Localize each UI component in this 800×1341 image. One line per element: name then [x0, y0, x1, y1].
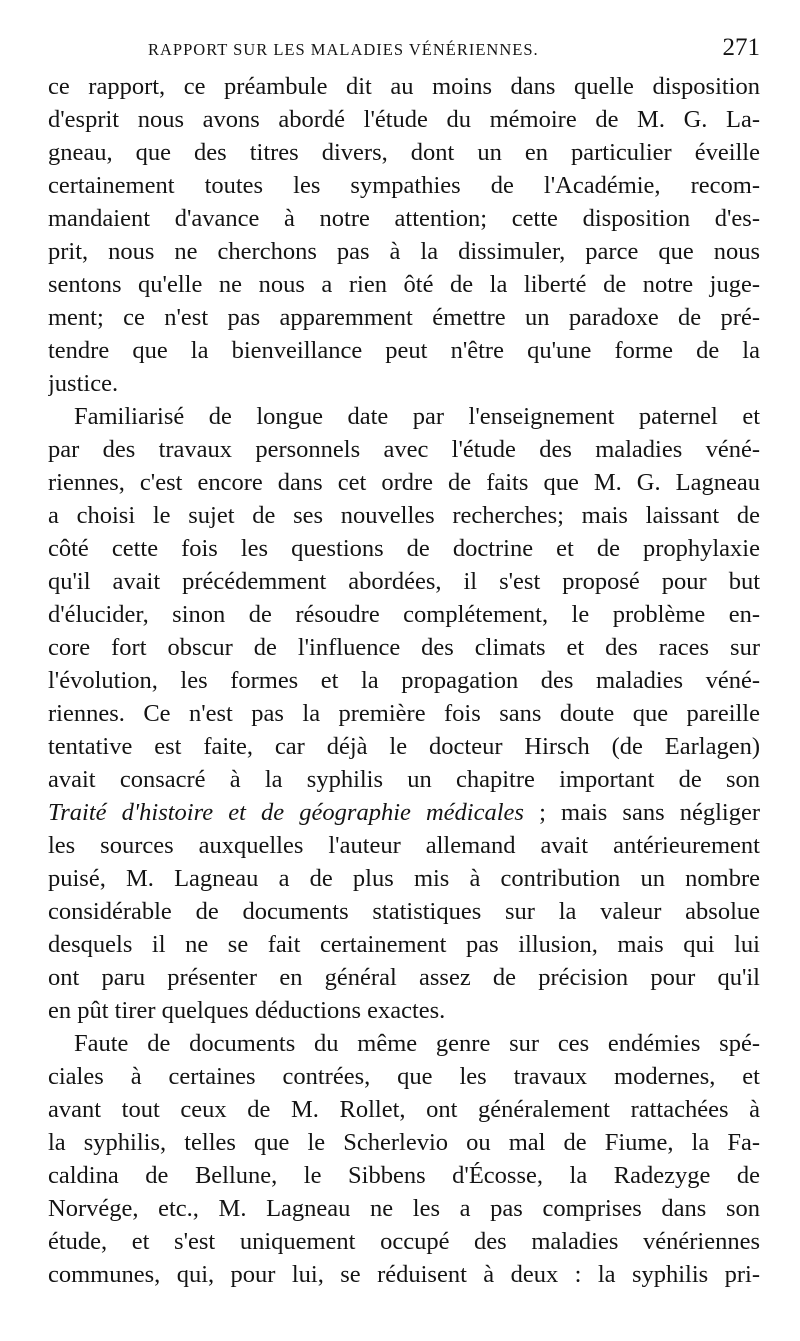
text-line: la syphilis, telles que le Scherlevio ou mal de Fiume, la Fa- — [48, 1129, 760, 1156]
text-line: prit, nous ne cherchons pas à la dissimuler, parce que nous — [48, 238, 760, 265]
text-line: avant tout ceux de M. Rollet, ont généralement rattachées à — [48, 1096, 760, 1123]
running-head: RAPPORT SUR LES MALADIES VÉNÉRIENNES. — [148, 40, 539, 59]
text-line: Faute de documents du même genre sur ces endémies spé- — [74, 1030, 760, 1057]
italic-title: Traité d'histoire et de géographie médicales — [48, 799, 524, 826]
text-line: a choisi le sujet de ses nouvelles recherches; mais laissant de — [48, 502, 760, 529]
text-line: certainement toutes les sympathies de l'Académie, recom- — [48, 172, 760, 199]
text-line: desquels il ne se fait certainement pas illusion, mais qui lui — [48, 931, 760, 958]
text-line: qu'il avait précédemment abordées, il s'est proposé pour but — [48, 568, 760, 595]
text-line: communes, qui, pour lui, se réduisent à deux : la syphilis pri- — [48, 1261, 760, 1288]
text-line-with-italic — [48, 796, 760, 829]
text-line: étude, et s'est uniquement occupé des maladies vénériennes — [48, 1228, 760, 1255]
text-line: caldina de Bellune, le Sibbens d'Écosse, la Radezyge de — [48, 1162, 760, 1189]
text-line: riennes, c'est encore dans cet ordre de faits que M. G. Lagneau — [48, 469, 760, 496]
italic-line-remainder: ; mais sans négliger — [523, 799, 760, 826]
text-line: d'élucider, sinon de résoudre complétement, le problème en- — [48, 601, 760, 628]
text-line: gneau, que des titres divers, dont un en particulier éveille — [48, 139, 760, 166]
text-line: ce rapport, ce préambule dit au moins dans quelle disposition — [48, 73, 760, 100]
text-line: ciales à certaines contrées, que les travaux modernes, et — [48, 1063, 760, 1090]
text-line: tentative est faite, car déjà le docteur Hirsch (de Earlagen) — [48, 733, 760, 760]
text-line: sentons qu'elle ne nous a rien ôté de la liberté de notre juge- — [48, 271, 760, 298]
text-line: justice. — [48, 370, 119, 397]
text-line: riennes. Ce n'est pas la première fois sans doute que pareille — [48, 700, 760, 727]
page-number: 271 — [722, 34, 760, 61]
text-line: côté cette fois les questions de doctrine et de prophylaxie — [48, 535, 760, 562]
text-line: en pût tirer quelques déductions exactes. — [48, 997, 446, 1024]
body-text — [48, 70, 760, 1291]
text-line: Norvége, etc., M. Lagneau ne les a pas comprises dans son — [48, 1195, 760, 1222]
text-line: ment; ce n'est pas apparemment émettre un paradoxe de pré- — [48, 304, 760, 331]
text-line: ont paru présenter en général assez de précision pour qu'il — [48, 964, 760, 991]
text-line: core fort obscur de l'influence des climats et des races sur — [48, 634, 760, 661]
text-line: tendre que la bienveillance peut n'être qu'une forme de la — [48, 337, 760, 364]
text-line: par des travaux personnels avec l'étude des maladies véné- — [48, 436, 760, 463]
text-line: d'esprit nous avons abordé l'étude du mémoire de M. G. La- — [48, 106, 760, 133]
page-header — [48, 32, 760, 70]
text-line: avait consacré à la syphilis un chapitre important de son — [48, 766, 760, 793]
text-line: les sources auxquelles l'auteur allemand avait antérieurement — [48, 832, 760, 859]
text-line: mandaient d'avance à notre attention; cette disposition d'es- — [48, 205, 760, 232]
text-line: puisé, M. Lagneau a de plus mis à contribution un nombre — [48, 865, 760, 892]
text-line: considérable de documents statistiques sur la valeur absolue — [48, 898, 760, 925]
text-line: l'évolution, les formes et la propagation des maladies véné- — [48, 667, 760, 694]
text-line: Familiarisé de longue date par l'enseignement paternel et — [74, 403, 760, 430]
